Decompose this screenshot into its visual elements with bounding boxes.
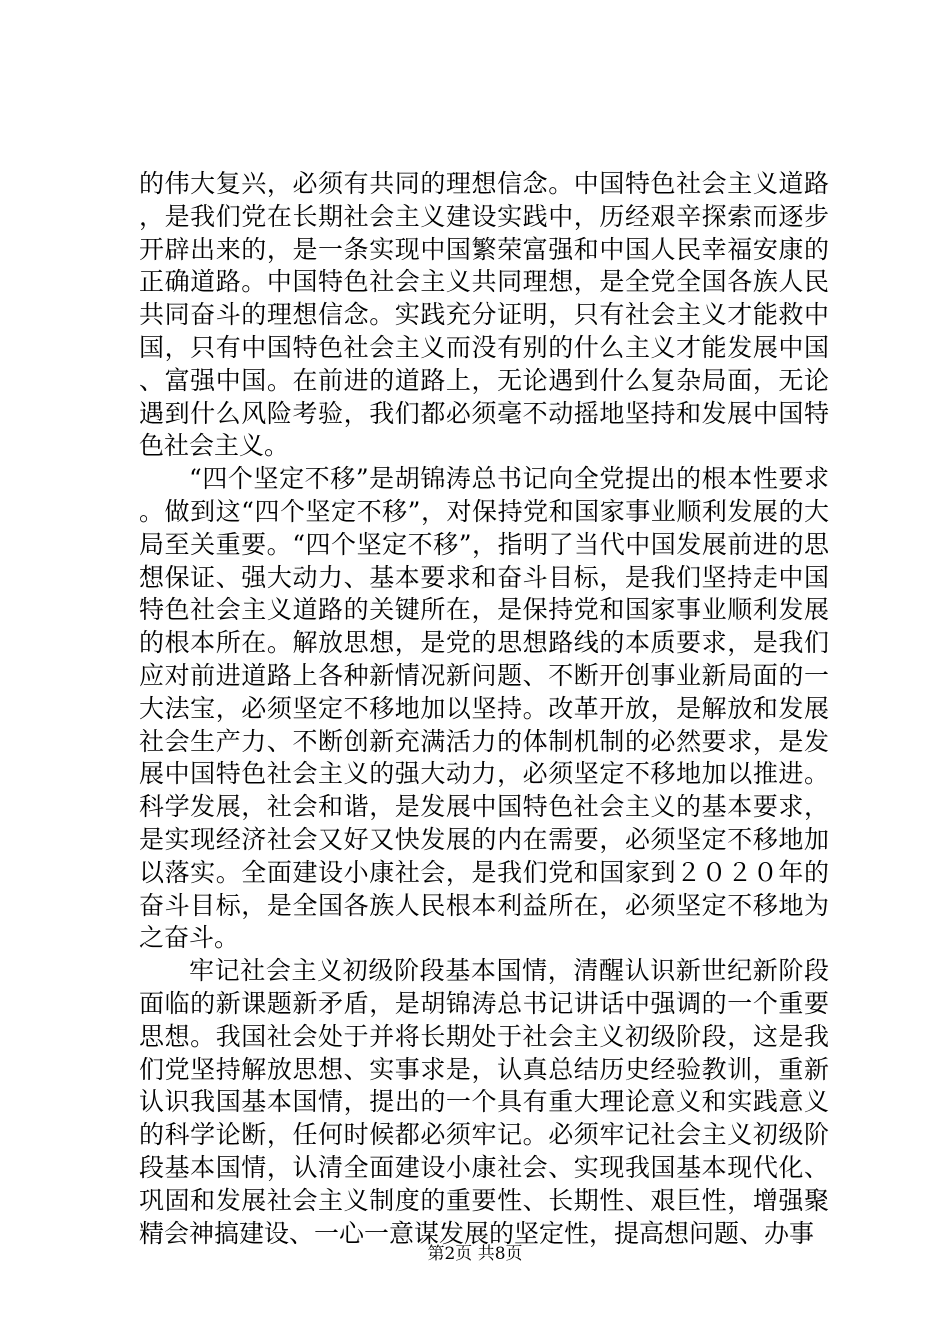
page-footer: 第2页 共8页	[427, 1244, 523, 1264]
paragraph-2: “四个坚定不移”是胡锦涛总书记向全党提出的根本性要求。做到这“四个坚定不移”，对保持党和国家事业顺利发展的大局至关重要。“四个坚定不移”，指明了当代中国发展前进的思想保证、强大动力、基本要求和奋斗目标，是我们坚持走中国特色社会主义道路的关键所在，是保持党和国家事业顺利发展的根本所在。解放思想，是党的思想路线的本质要求，是我们应对前进道路上各种新情况新问题、不断开创事业新局面的一大法宝，必须坚定不移地加以坚持。改革开放，是解放和发展社会生产力、不断创新充满活力的体制机制的必然要求，是发展中国特色社会主义的强大动力，必须坚定不移地加以推进。科学发展，社会和谐，是发展中国特色社会主义的基本要求，是实现经济社会又好又快发展的内在需要，必须坚定不移地加以落实。全面建设小康社会，是我们党和国家到２０２０年的奋斗目标，是全国各族人民根本利益所在，必须坚定不移地为之奋斗。	[139, 464, 829, 953]
document-body	[139, 168, 829, 1250]
paragraph-1: 的伟大复兴，必须有共同的理想信念。中国特色社会主义道路，是我们党在长期社会主义建设实践中，历经艰辛探索而逐步开辟出来的，是一条实现中国繁荣富强和中国人民幸福安康的正确道路。中国特色社会主义共同理想，是全党全国各族人民共同奋斗的理想信念。实践充分证明，只有社会主义才能救中国，只有中国特色社会主义而没有别的什么主义才能发展中国、富强中国。在前进的道路上，无论遇到什么复杂局面，无论遇到什么风险考验，我们都必须毫不动摇地坚持和发展中国特色社会主义。	[139, 169, 829, 461]
paragraph-3: 牢记社会主义初级阶段基本国情，清醒认识新世纪新阶段面临的新课题新矛盾，是胡锦涛总书记讲话中强调的一个重要思想。我国社会处于并将长期处于社会主义初级阶段，这是我们党坚持解放思想、实事求是，认真总结历史经验教训，重新认识我国基本国情，提出的一个具有重大理论意义和实践意义的科学论断，任何时候都必须牢记。必须牢记社会主义初级阶段基本国情，认清全面建设小康社会、实现我国基本现代化、巩固和发展社会主义制度的重要性、长期性、艰巨性，增强聚精会神搞建设、一心一意谋发展的坚定性，提高想问题、办事	[139, 956, 829, 1248]
